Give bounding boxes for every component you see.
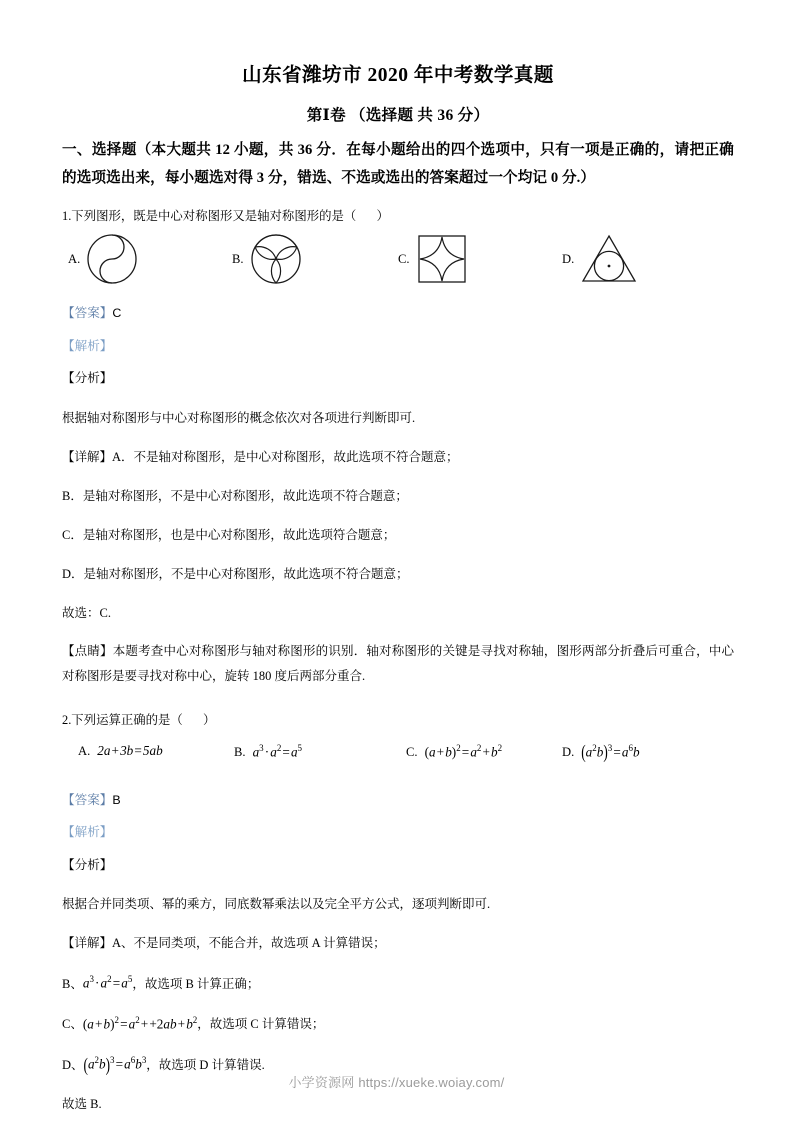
option-c-label: C. <box>398 251 410 266</box>
option-a-label: A. <box>68 251 81 266</box>
option-d-label: D. <box>562 251 575 266</box>
detail-b-label: B、 <box>62 976 83 991</box>
option-b-label: B. <box>234 745 246 760</box>
detail-b-expression: $a^3$ · $a^2$ = $a^5$ <box>82 974 133 991</box>
question-2-answer-line <box>62 791 734 811</box>
page-title: 山东省潍坊市 2020 年中考数学真题 <box>242 65 554 86</box>
question-1-detail-d: D．是轴对称图形，不是中心对称图形，故此选项不符合题意； <box>62 566 409 581</box>
question-1-analysis-text: 根据轴对称图形与中心对称图形的概念依次对各项进行判断即可. <box>62 410 416 425</box>
analysis-tag: 【分析】 <box>62 857 113 872</box>
document-body <box>62 0 734 1114</box>
detail-d-label: D、 <box>62 1057 84 1072</box>
detail-d-expression: $(a^2b)^3$ = $a^6b^3$ <box>83 1053 147 1075</box>
detail-d-tail: ，故选项 D 计算错误. <box>146 1057 265 1072</box>
option-c-label: C. <box>406 745 418 760</box>
detail-b-tail: ，故选项 B 计算正确； <box>132 976 260 991</box>
question-1-number: 1. <box>62 209 72 224</box>
highlight-tag: 【点睛】 <box>62 643 113 658</box>
option-b-label: B. <box>232 251 244 266</box>
option-b-expression: $a^3$ · $a^2$ = $a^5$ <box>252 742 303 760</box>
detail-tag: 【详解】 <box>62 936 113 951</box>
question-1-stem <box>62 207 734 227</box>
option-c-expression: (a + b)$^2$ = $a^2$ + $b^2$ <box>424 742 503 760</box>
analysis-tag: 【分析】 <box>62 371 113 386</box>
question-1-answer-line <box>62 304 734 324</box>
detail-c-tail: ，故选项 C 计算错误； <box>197 1017 325 1032</box>
option-a-expression: 2a + 3b = 5ab <box>97 742 163 758</box>
square-with-four-point-star-figure <box>416 233 468 285</box>
question-1-detail-b: B．是轴对称图形，不是中心对称图形，故此选项不符合题意； <box>62 488 408 503</box>
question-1-highlight-text: 本题考查中心对称图形与轴对称图形的识别．轴对称图形的关键是寻找对称轴，图形两部分折叠后可重合，中心对称图形是要寻找对称中心，旋转 180 度后两部分重合. <box>62 643 734 683</box>
question-1-detail-c: C．是轴对称图形，也是中心对称图形，故此选项符合题意； <box>62 527 396 542</box>
question-2-analysis-tag-line <box>62 856 734 876</box>
answer-tag: 【答案】 <box>62 306 113 321</box>
question-2-analysis-text: 根据合并同类项、幂的乘方，同底数幂乘法以及完全平方公式，逐项判断即可. <box>62 897 491 912</box>
question-1-option-d[interactable] <box>562 233 638 285</box>
question-2-explanation-line <box>62 823 734 843</box>
question-1-option-c[interactable] <box>398 233 468 285</box>
detail-c-label: C、 <box>62 1017 83 1032</box>
question-2-detail-c <box>62 1013 734 1035</box>
question-1-explanation-line <box>62 337 734 357</box>
detail-c-expression: (a + b)$^2$ = $a^2$ + +2ab + $b^2$ <box>82 1014 198 1032</box>
question-1-analysis-tag-line <box>62 369 734 389</box>
option-d-expression: $(a^2b)^3$ = $a^6b$ <box>581 740 640 763</box>
question-1-stem-text: 下列图形，既是中心对称图形又是轴对称图形的是（ <box>71 209 357 224</box>
question-2-option-c[interactable] <box>406 743 502 760</box>
answer-tag: 【答案】 <box>62 792 113 807</box>
question-2-answer-value: B <box>112 792 121 807</box>
option-a-label: A. <box>78 743 91 758</box>
question-1-detail-a: A．不是轴对称图形，是中心对称图形，故此选项不符合题意； <box>112 449 459 464</box>
question-2-option-d[interactable] <box>562 740 640 763</box>
three-petal-circle-figure <box>250 233 302 285</box>
question-1-stem-close: ） <box>376 209 389 224</box>
question-2-detail-a: A、不是同类项，不能合并，故选项 A 计算错误； <box>112 936 386 951</box>
question-1-options <box>62 233 734 291</box>
section-instruction: 一、选择题（本大题共 12 小题，共 36 分．在每小题给出的四个选项中，只有一项是正确的，请把正确的选项选出来，每小题选对得 3 分，错选、不选或选出的答案超过一个均记 0 分.） <box>62 142 734 187</box>
footer-brand: 小学资源网 <box>288 1075 355 1090</box>
paper-part-subtitle: 第Ⅰ卷 （选择题 共 36 分） <box>306 107 490 125</box>
footer-site-url: https://xueke.woiay.com/ <box>358 1075 505 1090</box>
question-2-detail-first <box>62 933 734 953</box>
question-1-option-a[interactable] <box>68 233 138 285</box>
question-2-stem-text: 下列运算正确的是（ <box>71 712 183 727</box>
triangle-with-inscribed-circle-figure <box>580 233 638 285</box>
question-2-stem-close: ） <box>203 712 216 727</box>
question-2-detail-b <box>62 972 734 994</box>
question-2-conclusion: 故选 B. <box>62 1096 102 1111</box>
option-d-label: D. <box>562 745 575 760</box>
explanation-tag: 【解析】 <box>62 825 113 840</box>
question-2-stem <box>62 711 734 731</box>
question-1-conclusion: 故选：C. <box>62 605 111 620</box>
question-1-highlight <box>62 639 734 689</box>
question-1-detail-first <box>62 447 734 467</box>
detail-tag: 【详解】 <box>62 449 113 464</box>
question-2-option-b[interactable] <box>234 743 302 760</box>
question-1-option-b[interactable] <box>232 233 302 285</box>
footer-watermark <box>0 1072 793 1091</box>
explanation-tag: 【解析】 <box>62 338 113 353</box>
question-1-answer-value: C <box>112 306 122 321</box>
question-2-number: 2. <box>62 712 72 727</box>
question-2-option-a[interactable] <box>78 743 163 759</box>
yin-yang-circle-figure <box>86 233 138 285</box>
question-2-options <box>62 740 734 773</box>
